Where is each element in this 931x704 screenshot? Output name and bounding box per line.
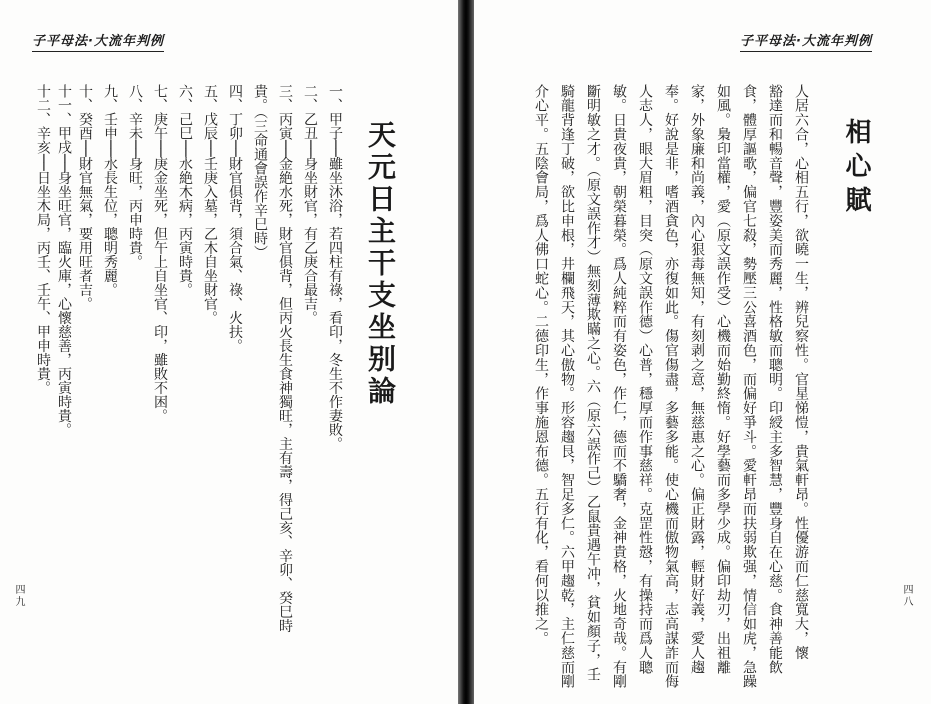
text-line: 九、壬申──水長生位，聰明秀麗。 <box>102 84 118 297</box>
text-line: 貴。（三命通會誤作辛巳時） <box>252 84 268 259</box>
text-line: 二、乙丑──身坐財官，有乙庚合最吉。 <box>302 84 318 325</box>
text-line: 十二、辛亥──日坐木局，丙壬、壬午、甲申時貴。 <box>35 84 51 395</box>
text-line: 七、庚午──庚金坐死，但午上自坐官、印，雖敗不困。 <box>152 84 168 423</box>
running-head-left: 子平母法·大流年判例 <box>32 30 164 52</box>
running-head-right: 子平母法·大流年判例 <box>740 30 872 52</box>
text-line: 敏。日貴夜貴，朝榮暮榮。爲人純粹而有姿色，作仁，德而不驕奢，金神貴格，火地奇哉。有剛 <box>611 84 627 689</box>
text-line: 食，體厚謳歌，偏官七殺，勢壓三公喜酒色，而偏好爭斗。愛軒昂而扶弱欺强，情信如虎，急躁 <box>741 84 757 689</box>
page-number-left: 四九 <box>13 584 24 608</box>
text-line: 四、丁卯──財官俱背，須合氣、祿、火扶。 <box>227 84 243 353</box>
text-line: 人居六合，心相五行，欲曉一生，辨兒察性。官星悌愷，貴氣軒昂。性優游而仁慈寬大，懷 <box>793 84 809 660</box>
text-line: 介心平。五陰會局，爲人佛口蛇心。二德印生，作事施恩布德。五行有化，看何以推之。 <box>533 84 549 646</box>
page-number-right: 四八 <box>901 584 912 608</box>
text-line: 豁達而和暢音聲，豐姿美而秀麗，性格敏而聰明。印綬主多智慧，豐身自在心慈。食神善能飲 <box>767 84 783 675</box>
text-line: 十、癸酉──財官無氣，要用旺者吉。 <box>77 84 93 311</box>
section-title-left: 天元日主干支坐别論 <box>364 120 397 408</box>
text-line: 六、己巳──水絶木病，丙寅時貴。 <box>177 84 193 297</box>
right-page <box>474 0 931 704</box>
text-line: 三、丙寅──金絶水死，財官俱背，但丙火長生食神獨旺，主有壽，得己亥、辛卯、癸巳時 <box>277 84 293 633</box>
text-line: 奉。好說是非，嗜酒貪色，亦復如此。傷官傷盡，多藝多能。使心機而傲物氣高，志高謀詐而侮 <box>663 84 679 689</box>
left-body <box>34 84 344 644</box>
book-gutter <box>458 0 474 704</box>
text-line: 斷明敏之才。（原文誤作才）無刻薄欺瞞之心。六（原六誤作己）乙鼠貴遇午冲，貧如顏子，壬 <box>585 84 601 682</box>
text-line: 家，外象廉和尚義，內心狠毒無知，有刻剥之意，無慈惠之心。偏正財露，輕財好義，愛人趨 <box>689 84 705 675</box>
text-line: 人志人，眼大眉粗，目突（原文誤作德）心普，穩厚而作事慈祥。克罡性慤，有操持而爲人聰 <box>637 84 653 675</box>
text-line: 如風。梟印當權，愛（原文誤作受）心機而始勤終惰。好學藝而多學少成。偏印劫刃，出祖離 <box>715 84 731 675</box>
text-line: 騎龍背逢丁破，欲比申根，井欄飛天，其心傲物。形容趨艮，智足多仁。六甲趨乾，主仁慈而剛 <box>559 84 575 689</box>
text-line: 十一、甲戌──身坐旺官，臨火庫，心懷慈善，丙寅時貴。 <box>56 84 72 437</box>
text-line: 八、辛未──身旺，丙申時貴。 <box>127 84 143 269</box>
text-line: 一、甲子──雖坐沐浴，若四柱有祿，看印，冬生不作妻敗。 <box>327 84 343 451</box>
section-title-right: 相心賦 <box>841 118 871 220</box>
text-line: 五、戊辰──壬庚入墓，乙木自坐財官。 <box>202 84 218 325</box>
right-body <box>484 84 834 689</box>
left-page <box>0 0 462 704</box>
